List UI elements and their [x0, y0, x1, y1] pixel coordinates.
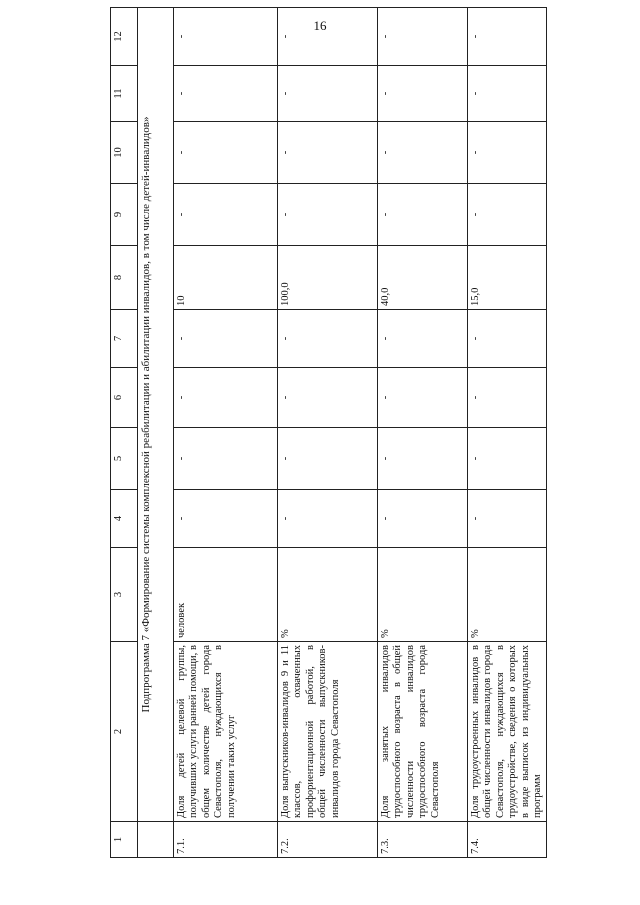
subprogram-title: Подпрограмма 7 «Формирование системы комплексной реабилитации и абилитации инвалидов, в том числе детей-инвалидов»	[138, 8, 174, 822]
col-header-10: 10	[111, 122, 138, 184]
row-number: 7.3.	[378, 822, 468, 858]
col-header-8: 8	[111, 246, 138, 310]
cell-col10: -	[278, 122, 378, 184]
indicator-description: Доля детей целевой группы, получивших услуги ранней помощи, в общем количестве детей города Севастополя, нуждающихся в получении таких услуг	[174, 642, 278, 822]
col-header-7: 7	[111, 310, 138, 368]
col-header-12: 12	[111, 8, 138, 66]
cell-col9: -	[378, 184, 468, 246]
col-header-1: 1	[111, 822, 138, 858]
cell-col7: -	[278, 310, 378, 368]
column-number-row	[111, 8, 138, 858]
cell-col8: 100,0	[278, 246, 378, 310]
cell-col11: -	[278, 66, 378, 122]
row-number: 7.1.	[174, 822, 278, 858]
cell-col8: 10	[174, 246, 278, 310]
table-row	[378, 8, 468, 858]
row-number: 7.2.	[278, 822, 378, 858]
cell-col10: -	[468, 122, 547, 184]
col-header-4: 4	[111, 490, 138, 548]
col-header-11: 11	[111, 66, 138, 122]
cell-col6: -	[468, 368, 547, 428]
indicator-description: Доля занятых инвалидов трудоспособного возраста в общей численности инвалидов трудоспособного возраста города Севастополя	[378, 642, 468, 822]
row-number: 7.4.	[468, 822, 547, 858]
cell-col11: -	[378, 66, 468, 122]
cell-col8: 40,0	[378, 246, 468, 310]
col-header-9: 9	[111, 184, 138, 246]
table-row	[174, 8, 278, 858]
cell-col10: -	[174, 122, 278, 184]
indicators-table	[110, 7, 547, 858]
col-header-3: 3	[111, 548, 138, 642]
cell-col6: -	[378, 368, 468, 428]
col-header-6: 6	[111, 368, 138, 428]
cell-col6: -	[278, 368, 378, 428]
cell-col4: -	[468, 490, 547, 548]
cell-col5: -	[278, 428, 378, 490]
cell-col9: -	[174, 184, 278, 246]
cell-col11: -	[468, 66, 547, 122]
cell-col6: -	[174, 368, 278, 428]
cell-col7: -	[378, 310, 468, 368]
page-number: 16	[313, 18, 327, 33]
rotated-table-container	[110, 31, 543, 858]
cell-col9: -	[278, 184, 378, 246]
cell-col4: -	[278, 490, 378, 548]
indicator-description: Доля выпускников-инвалидов 9 и 11 классов, охваченных профориентационной работой, в общей численности выпускников-инвалидов города Севастополя	[278, 642, 378, 822]
table-row	[468, 8, 547, 858]
cell-col5: -	[468, 428, 547, 490]
cell-col12: -	[278, 8, 378, 66]
subprogram-row	[138, 8, 174, 858]
indicator-description: Доля трудоустроенных инвалидов в общей численности инвалидов города Севастополя, нуждающихся в трудоустройстве, сведения о которых в виде выписок из индивидуальных программ	[468, 642, 547, 822]
cell-col12: -	[174, 8, 278, 66]
cell-col7: -	[174, 310, 278, 368]
cell-col9: -	[468, 184, 547, 246]
unit: %	[378, 548, 468, 642]
col-header-5: 5	[111, 428, 138, 490]
cell-col12: -	[468, 8, 547, 66]
cell-col4: -	[174, 490, 278, 548]
col-header-2: 2	[111, 642, 138, 822]
table-region	[110, 31, 543, 858]
cell-col5: -	[174, 428, 278, 490]
cell-col5: -	[378, 428, 468, 490]
cell-col10: -	[378, 122, 468, 184]
table-row	[278, 8, 378, 858]
cell-col11: -	[174, 66, 278, 122]
cell-col12: -	[378, 8, 468, 66]
unit: %	[278, 548, 378, 642]
cell-col8: 15,0	[468, 246, 547, 310]
unit: человек	[174, 548, 278, 642]
unit: %	[468, 548, 547, 642]
cell-col4: -	[378, 490, 468, 548]
cell-col7: -	[468, 310, 547, 368]
